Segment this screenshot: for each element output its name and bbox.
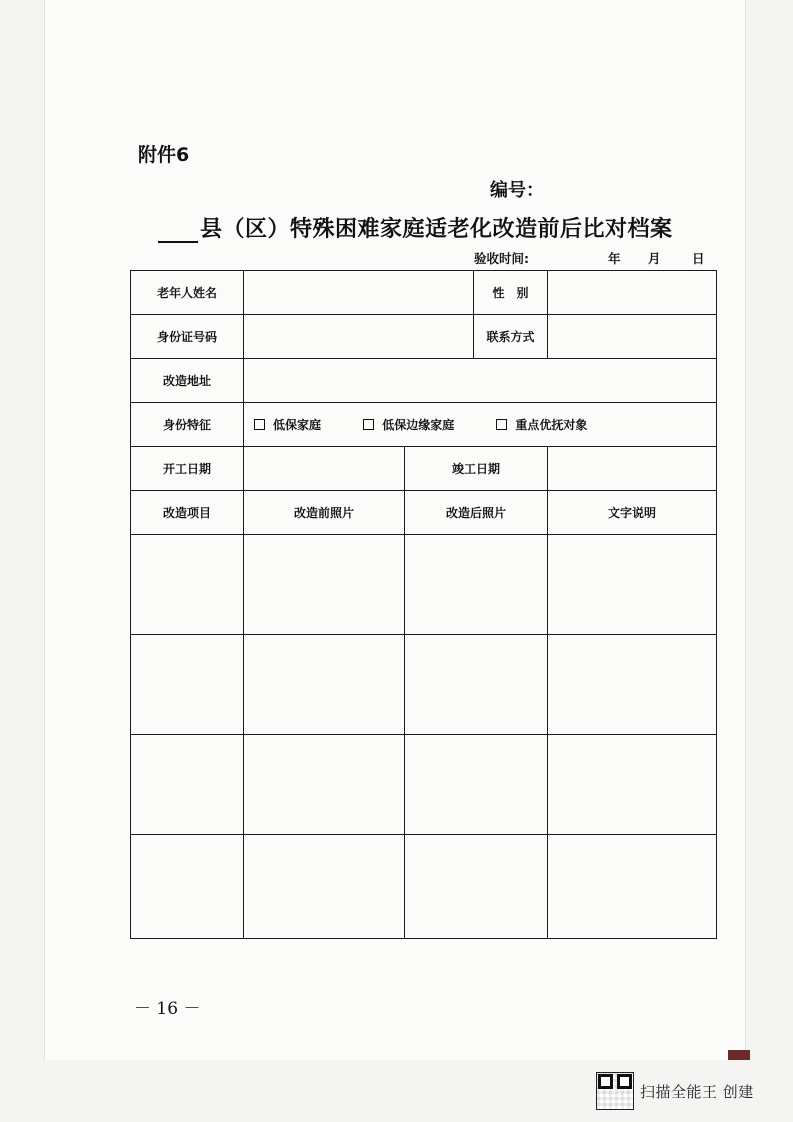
- column-header-description: 文字说明: [548, 491, 717, 535]
- description-cell[interactable]: [548, 735, 717, 835]
- year-label: 年: [608, 251, 621, 266]
- description-cell[interactable]: [548, 835, 717, 939]
- address-label: 改造地址: [131, 359, 244, 403]
- finish-date-field[interactable]: [548, 447, 717, 491]
- contact-field[interactable]: [548, 315, 717, 359]
- title-text: 县（区）特殊困难家庭适老化改造前后比对档案: [200, 217, 673, 242]
- after-photo-cell[interactable]: [405, 535, 548, 635]
- start-date-label: 开工日期: [131, 447, 244, 491]
- row-elder-name: [131, 271, 717, 315]
- checkbox-icon[interactable]: [254, 419, 265, 430]
- before-photo-cell[interactable]: [244, 535, 405, 635]
- description-cell[interactable]: [548, 535, 717, 635]
- table-row: [131, 535, 717, 635]
- description-cell[interactable]: [548, 635, 717, 735]
- project-cell[interactable]: [131, 635, 244, 735]
- serial-number-label: 编号：: [490, 180, 544, 201]
- finish-date-label: 竣工日期: [405, 447, 548, 491]
- row-dates: [131, 447, 717, 491]
- after-photo-cell[interactable]: [405, 735, 548, 835]
- row-id-number: [131, 315, 717, 359]
- column-header-after-photo: 改造后照片: [405, 491, 548, 535]
- page-edge-mark: [728, 1050, 750, 1060]
- document-title: [158, 212, 718, 243]
- before-photo-cell[interactable]: [244, 735, 405, 835]
- checkbox-icon[interactable]: [363, 419, 374, 430]
- column-header-before-photo: 改造前照片: [244, 491, 405, 535]
- gender-field[interactable]: [548, 271, 717, 315]
- before-photo-cell[interactable]: [244, 835, 405, 939]
- identity-options: [244, 403, 717, 447]
- elder-name-field[interactable]: [244, 271, 474, 315]
- identity-option[interactable]: 重点优抚对象: [496, 416, 587, 433]
- project-cell[interactable]: [131, 535, 244, 635]
- before-photo-cell[interactable]: [244, 635, 405, 735]
- scanner-brand-text: 扫描全能王 创建: [640, 1082, 754, 1101]
- qr-code-icon: [596, 1072, 634, 1110]
- scanner-watermark: [596, 1072, 754, 1110]
- project-cell[interactable]: [131, 735, 244, 835]
- column-header-project: 改造项目: [131, 491, 244, 535]
- after-photo-cell[interactable]: [405, 835, 548, 939]
- id-number-field[interactable]: [244, 315, 474, 359]
- page-number: － 16 －: [134, 999, 201, 1019]
- address-field[interactable]: [244, 359, 717, 403]
- row-identity: [131, 403, 717, 447]
- row-column-headers: [131, 491, 717, 535]
- table-row: [131, 835, 717, 939]
- project-cell[interactable]: [131, 835, 244, 939]
- row-address: [131, 359, 717, 403]
- identity-option[interactable]: 低保边缘家庭: [363, 416, 454, 433]
- id-number-label: 身份证号码: [131, 315, 244, 359]
- table-row: [131, 735, 717, 835]
- start-date-field[interactable]: [244, 447, 405, 491]
- acceptance-time: [474, 249, 705, 267]
- elder-name-label: 老年人姓名: [131, 271, 244, 315]
- identity-option[interactable]: 低保家庭: [254, 416, 321, 433]
- checkbox-icon[interactable]: [496, 419, 507, 430]
- contact-label: 联系方式: [474, 315, 548, 359]
- identity-label: 身份特征: [131, 403, 244, 447]
- table-row: [131, 635, 717, 735]
- after-photo-cell[interactable]: [405, 635, 548, 735]
- gender-label: 性 别: [474, 271, 548, 315]
- county-blank-line: [158, 219, 198, 243]
- month-label: 月: [648, 251, 661, 266]
- acceptance-time-label: 验收时间:: [474, 251, 529, 266]
- day-label: 日: [692, 251, 705, 266]
- archive-form-table: [130, 270, 717, 939]
- attachment-label: 附件6: [138, 144, 190, 166]
